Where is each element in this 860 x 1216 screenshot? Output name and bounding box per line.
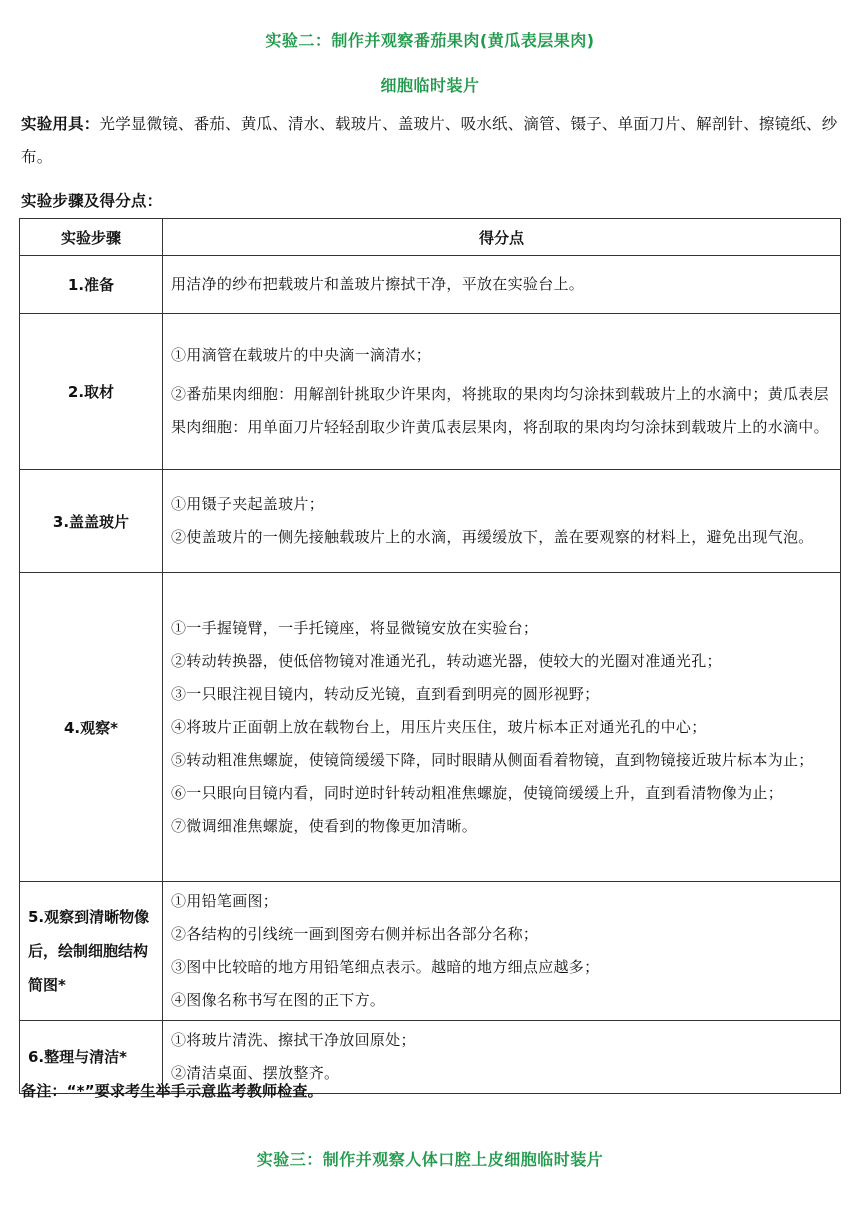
point-item: ⑥一只眼向目镜内看，同时逆时针转动粗准焦螺旋，使镜筒缓缓上升，直到看清物像为止； — [171, 783, 784, 802]
points-cell — [163, 314, 841, 470]
table-row — [20, 314, 841, 470]
point-item: 用洁净的纱布把载玻片和盖玻片擦拭干净，平放在实验台上。 — [171, 275, 585, 293]
equipment-text: 光学显微镜、番茄、黄瓜、清水、载玻片、盖玻片、吸水纸、滴管、镊子、单面刀片、解剖针、擦镜纸、纱布。 — [21, 115, 838, 166]
point-item: ①用铅笔画图； — [171, 892, 279, 910]
header-step: 实验步骤 — [20, 219, 163, 256]
steps-table — [19, 218, 841, 1094]
points-cell — [163, 256, 841, 314]
point-item: ③一只眼注视目镜内，转动反光镜，直到看到明亮的圆形视野； — [171, 684, 600, 703]
header-points: 得分点 — [163, 219, 841, 256]
point-item: ①将玻片清洗、擦拭干净放回原处； — [171, 1031, 416, 1049]
points-cell — [163, 573, 841, 882]
point-item: ①用镊子夹起盖玻片； — [171, 495, 325, 513]
table-row — [20, 573, 841, 882]
table-row — [20, 470, 841, 573]
table-header-row — [20, 219, 841, 256]
steps-heading: 实验步骤及得分点： — [21, 192, 163, 210]
table-row — [20, 882, 841, 1021]
point-item: ④将玻片正面朝上放在载物台上，用压片夹压住，玻片标本正对通光孔的中心； — [171, 717, 707, 736]
equipment-label: 实验用具： — [21, 115, 100, 133]
point-item: ④图像名称书写在图的正下方。 — [171, 991, 386, 1009]
point-item: ②转动转换器，使低倍物镜对准通光孔，转动遮光器，使较大的光圈对准通光孔； — [171, 651, 722, 670]
step-cell: 4.观察* — [20, 573, 163, 882]
step-cell: 5.观察到清晰物像后，绘制细胞结构简图* — [20, 882, 163, 1021]
point-item: ⑤转动粗准焦螺旋，使镜筒缓缓下降，同时眼睛从侧面看着物镜，直到物镜接近玻片标本为止； — [171, 750, 814, 769]
equipment-paragraph — [21, 108, 841, 174]
point-item: ②番茄果肉细胞：用解剖针挑取少许果肉，将挑取的果肉均匀涂抹到载玻片上的水滴中；黄瓜表层果肉细胞：用单面刀片轻轻刮取少许黄瓜表层果肉，将刮取的果肉均匀涂抹到载玻片上的水滴中。 — [171, 385, 829, 436]
point-item: ②使盖玻片的一侧先接触载玻片上的水滴，再缓缓放下，盖在要观察的材料上，避免出现气泡。 — [171, 528, 814, 546]
point-item: ②各结构的引线统一画到图旁右侧并标出各部分名称； — [171, 925, 539, 943]
point-item: ①用滴管在载玻片的中央滴一滴清水； — [171, 346, 432, 364]
table-row — [20, 256, 841, 314]
points-cell — [163, 882, 841, 1021]
note-text: 备注：“*”要求考生举手示意监考教师检查。 — [21, 1082, 323, 1100]
point-item: ②清洁桌面、摆放整齐。 — [171, 1064, 340, 1082]
experiment-2-subtitle: 细胞临时装片 — [380, 76, 480, 95]
points-cell — [163, 470, 841, 573]
point-item: ③图中比较暗的地方用铅笔细点表示。越暗的地方细点应越多； — [171, 958, 600, 976]
experiment-3-title: 实验三：制作并观察人体口腔上皮细胞临时装片 — [256, 1150, 604, 1169]
step-cell: 2.取材 — [20, 314, 163, 470]
step-cell: 3.盖盖玻片 — [20, 470, 163, 573]
point-item: ①一手握镜臂，一手托镜座，将显微镜安放在实验台； — [171, 618, 539, 637]
point-item: ⑦微调细准焦螺旋，使看到的物像更加清晰。 — [171, 816, 478, 835]
experiment-2-title: 实验二：制作并观察番茄果肉(黄瓜表层果肉) — [265, 31, 595, 50]
step-cell: 6.整理与清洁* — [20, 1021, 163, 1094]
step-cell: 1.准备 — [20, 256, 163, 314]
